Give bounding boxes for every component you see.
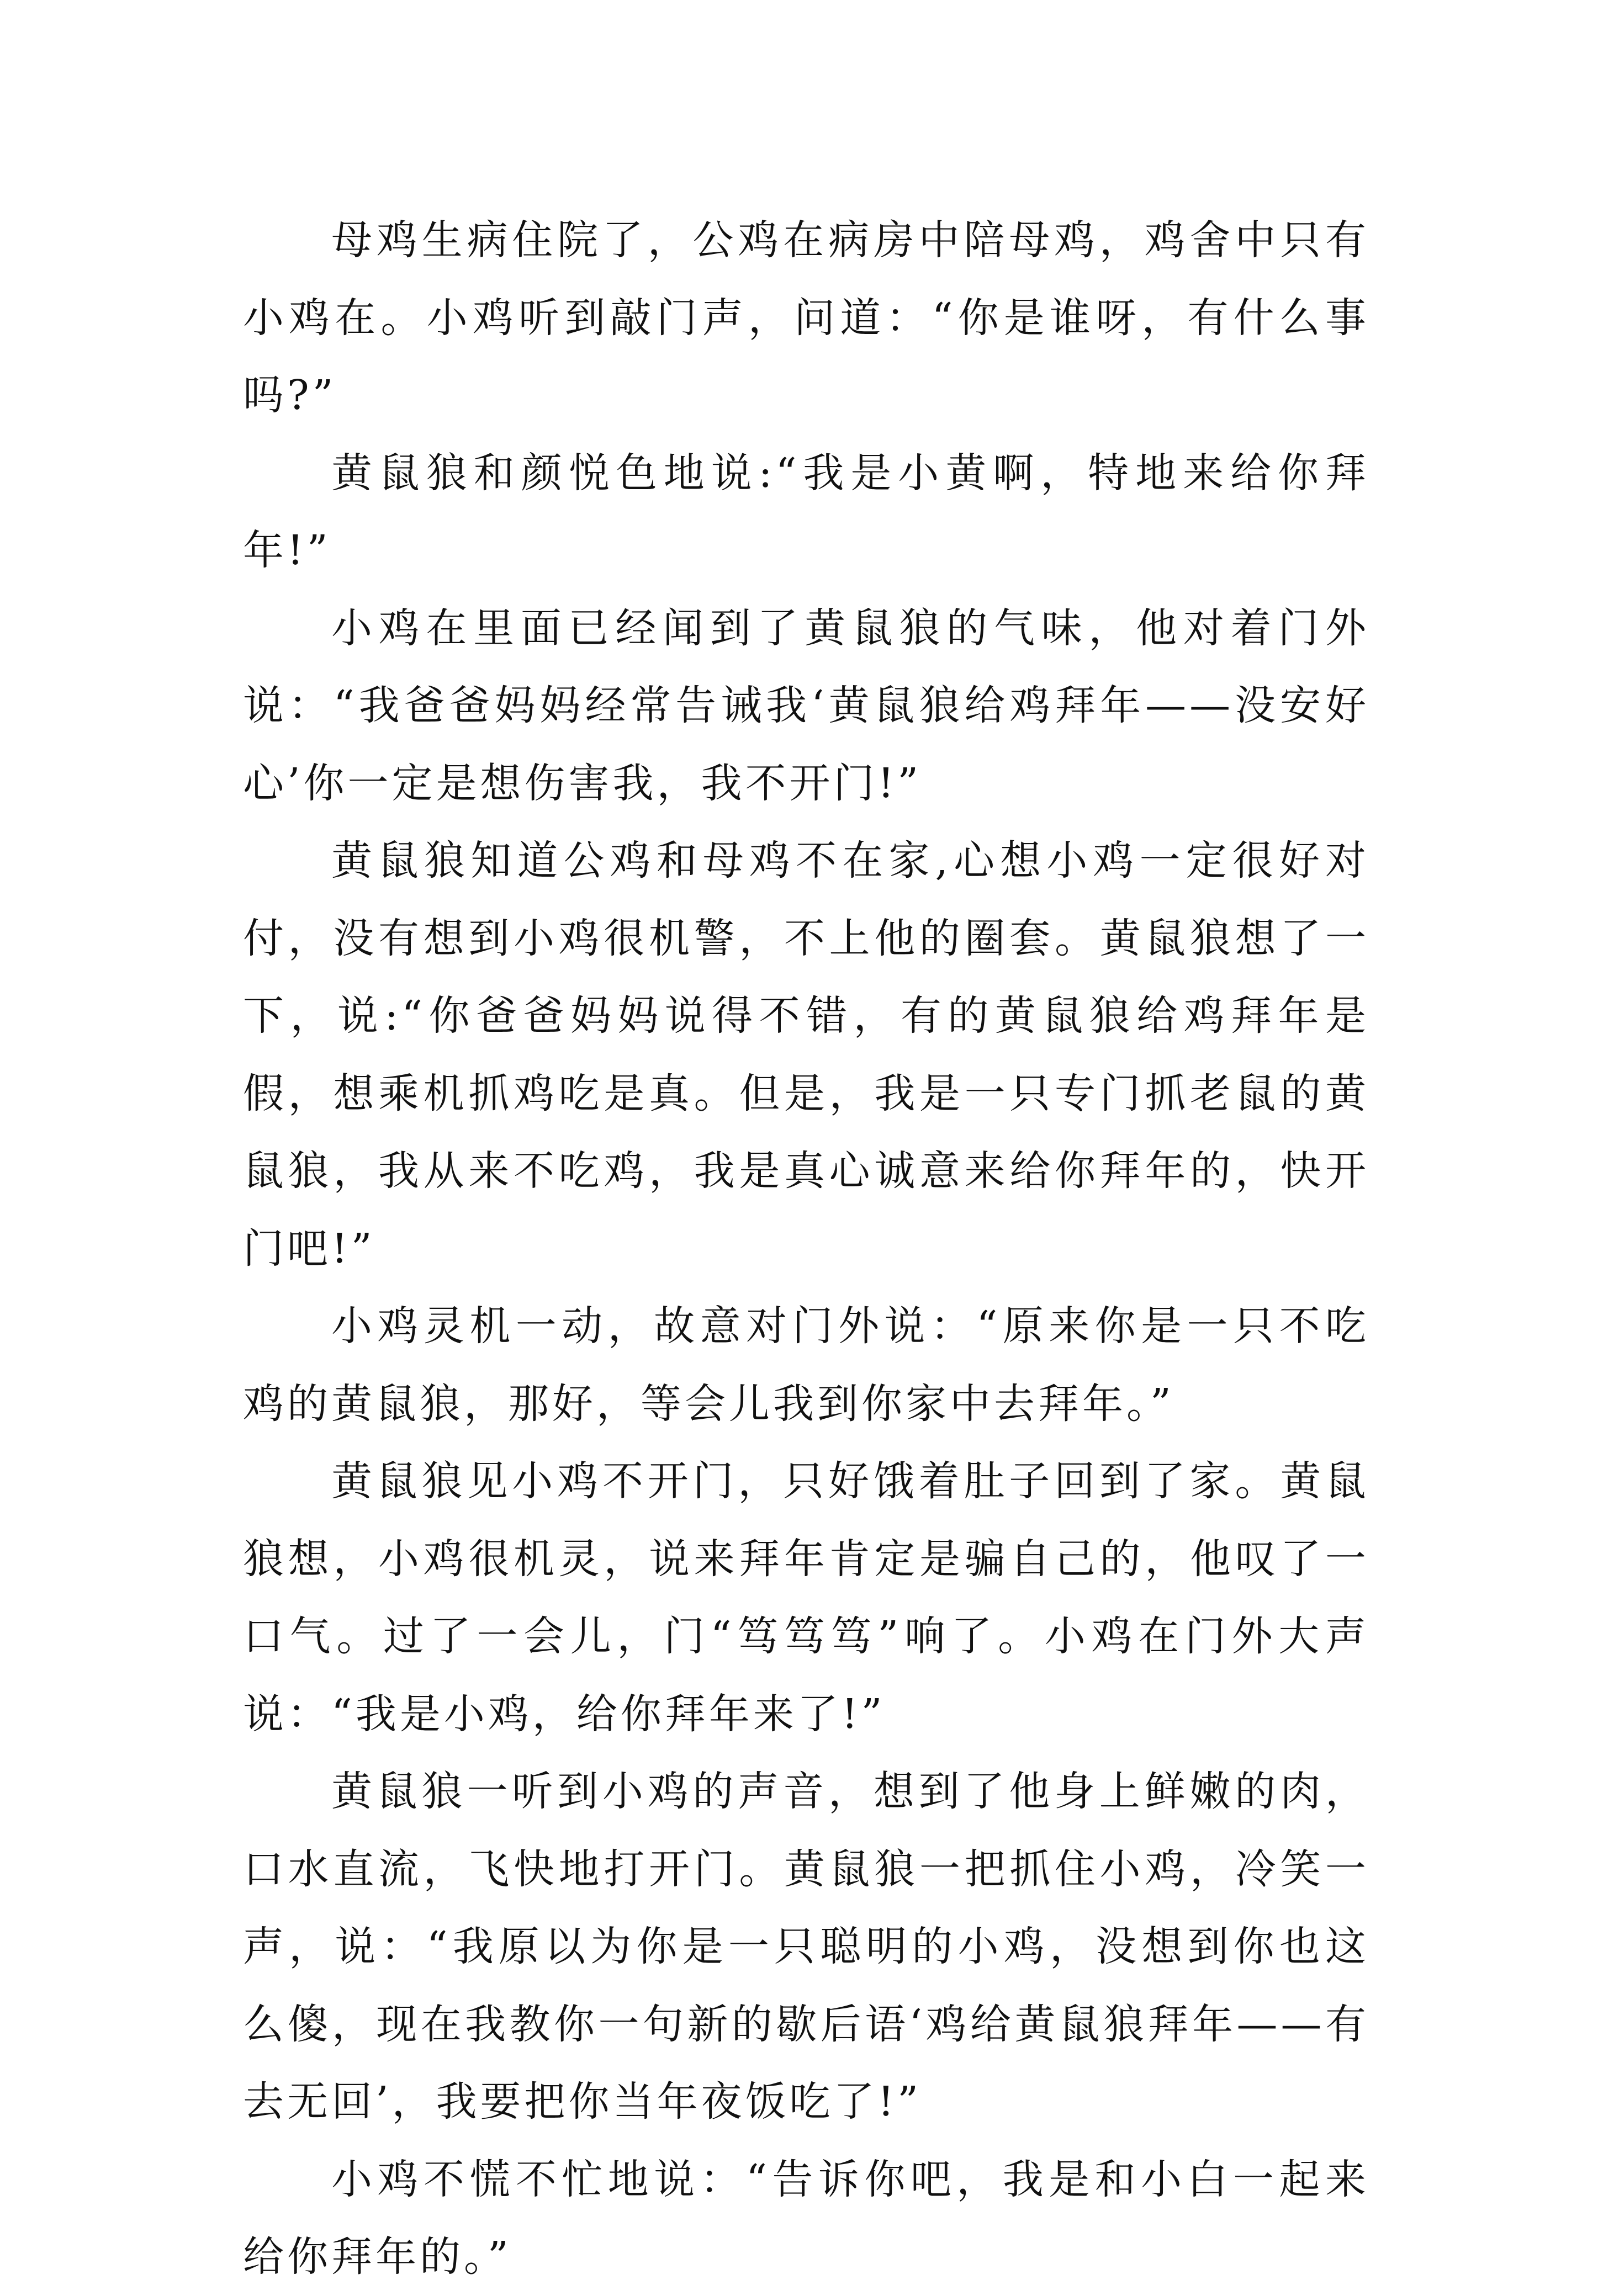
paragraph: 黄鼠狼和颜悦色地说:“我是小黄啊，特地来给你拜年!” [243, 449, 1369, 574]
paragraph: 小鸡灵机一动，故意对门外说：“原来你是一只不吃鸡的黄鼠狼，那好，等会儿我到你家中去拜年。” [243, 1302, 1369, 1428]
paragraph: 黄鼠狼一听到小鸡的声音，想到了他身上鲜嫩的肉，口水直流，飞快地打开门。黄鼠狼一把抓住小鸡，冷笑一声，说：“我原以为你是一只聪明的小鸡，没想到你也这么傻，现在我教你一句新的歇后语‘鸡给黄鼠狼拜年——有去无回’，我要把你当年夜饭吃了!” [243, 1768, 1369, 2125]
paragraph: 黄鼠狼见小鸡不开门，只好饿着肚子回到了家。黄鼠狼想，小鸡很机灵，说来拜年肯定是骗自己的，他叹了一口气。过了一会儿，门“笃笃笃”响了。小鸡在门外大声说：“我是小鸡，给你拜年来了!” [243, 1457, 1369, 1738]
paragraph: 小鸡不慌不忙地说：“告诉你吧，我是和小白一起来给你拜年的。” [243, 2155, 1369, 2281]
paragraph: 母鸡生病住院了，公鸡在病房中陪母鸡，鸡舍中只有小鸡在。小鸡听到敲门声，问道：“你是谁呀，有什么事吗?” [243, 216, 1369, 419]
paragraph: 小鸡在里面已经闻到了黄鼠狼的气味，他对着门外说：“我爸爸妈妈经常告诫我‘黄鼠狼给鸡拜年——没安好心’你一定是想伤害我，我不开门!” [243, 604, 1369, 807]
story-text [243, 202, 1369, 2296]
paragraph: 黄鼠狼知道公鸡和母鸡不在家,心想小鸡一定很好对付，没有想到小鸡很机警，不上他的圈套。黄鼠狼想了一下，说:“你爸爸妈妈说得不错，有的黄鼠狼给鸡拜年是假，想乘机抓鸡吃是真。但是，我是一只专门抓老鼠的黄鼠狼，我从来不吃鸡，我是真心诚意来给你拜年的，快开门吧!” [243, 837, 1369, 1272]
